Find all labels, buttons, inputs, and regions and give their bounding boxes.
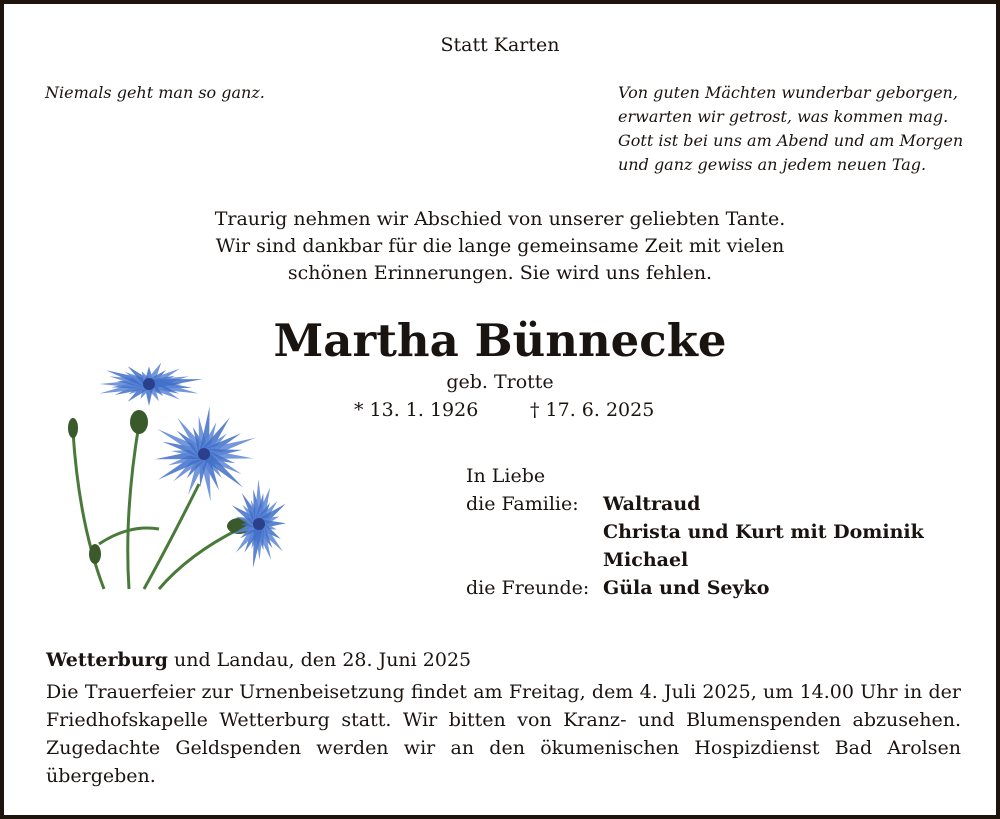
quote-left: Niemals geht man so ganz. bbox=[45, 83, 265, 102]
birth-date: * 13. 1. 1926 bbox=[354, 399, 479, 421]
place-date bbox=[46, 646, 471, 674]
mourner-name: Michael bbox=[603, 549, 689, 571]
mourners-intro: In Liebe bbox=[466, 465, 546, 487]
friends-label: die Freunde: bbox=[466, 577, 590, 599]
header-statt-karten: Statt Karten bbox=[440, 34, 560, 56]
place-date-rest: und Landau, den 28. Juni 2025 bbox=[167, 649, 472, 671]
quote-line: und ganz gewiss an jedem neuen Tag. bbox=[618, 155, 927, 174]
funeral-details: Die Trauerfeier zur Urnenbeisetzung findet am Freitag, dem 4. Juli 2025, um 14.00 Uhr in der Friedhofskapelle Wetterburg statt. Wir bitten von Kranz- und Blumenspenden abzusehen. Zugedachte Geldspenden werden wir an den ökumenischen Hospizdienst Bad Arolsen übergeben. bbox=[46, 681, 961, 787]
mourner-name: Waltraud bbox=[603, 493, 701, 515]
cornflower-image bbox=[59, 344, 319, 594]
flower-head bbox=[155, 406, 256, 501]
quote-line: Gott ist bei uns am Abend und am Morgen bbox=[618, 131, 964, 150]
death-date: † 17. 6. 2025 bbox=[530, 399, 655, 421]
family-label: die Familie: bbox=[466, 493, 579, 515]
friends-names: Güla und Seyko bbox=[603, 577, 770, 599]
maiden-name: geb. Trotte bbox=[446, 371, 554, 393]
deceased-name: Martha Bünnecke bbox=[273, 314, 727, 367]
mourner-name: Christa und Kurt mit Dominik bbox=[603, 521, 924, 543]
family-names bbox=[603, 490, 924, 574]
intro-text bbox=[4, 206, 996, 287]
town: Wetterburg bbox=[46, 649, 168, 671]
flower-head bbox=[99, 363, 202, 406]
quote-line: Von guten Mächten wunderbar geborgen, bbox=[618, 83, 958, 102]
intro-line: Wir sind dankbar für die lange gemeinsame Zeit mit vielen bbox=[215, 235, 785, 257]
intro-line: Traurig nehmen wir Abschied von unserer geliebten Tante. bbox=[214, 208, 786, 230]
quote-right bbox=[618, 81, 963, 177]
quote-line: erwarten wir getrost, was kommen mag. bbox=[618, 107, 949, 126]
intro-line: schönen Erinnerungen. Sie wird uns fehlen. bbox=[287, 262, 713, 284]
